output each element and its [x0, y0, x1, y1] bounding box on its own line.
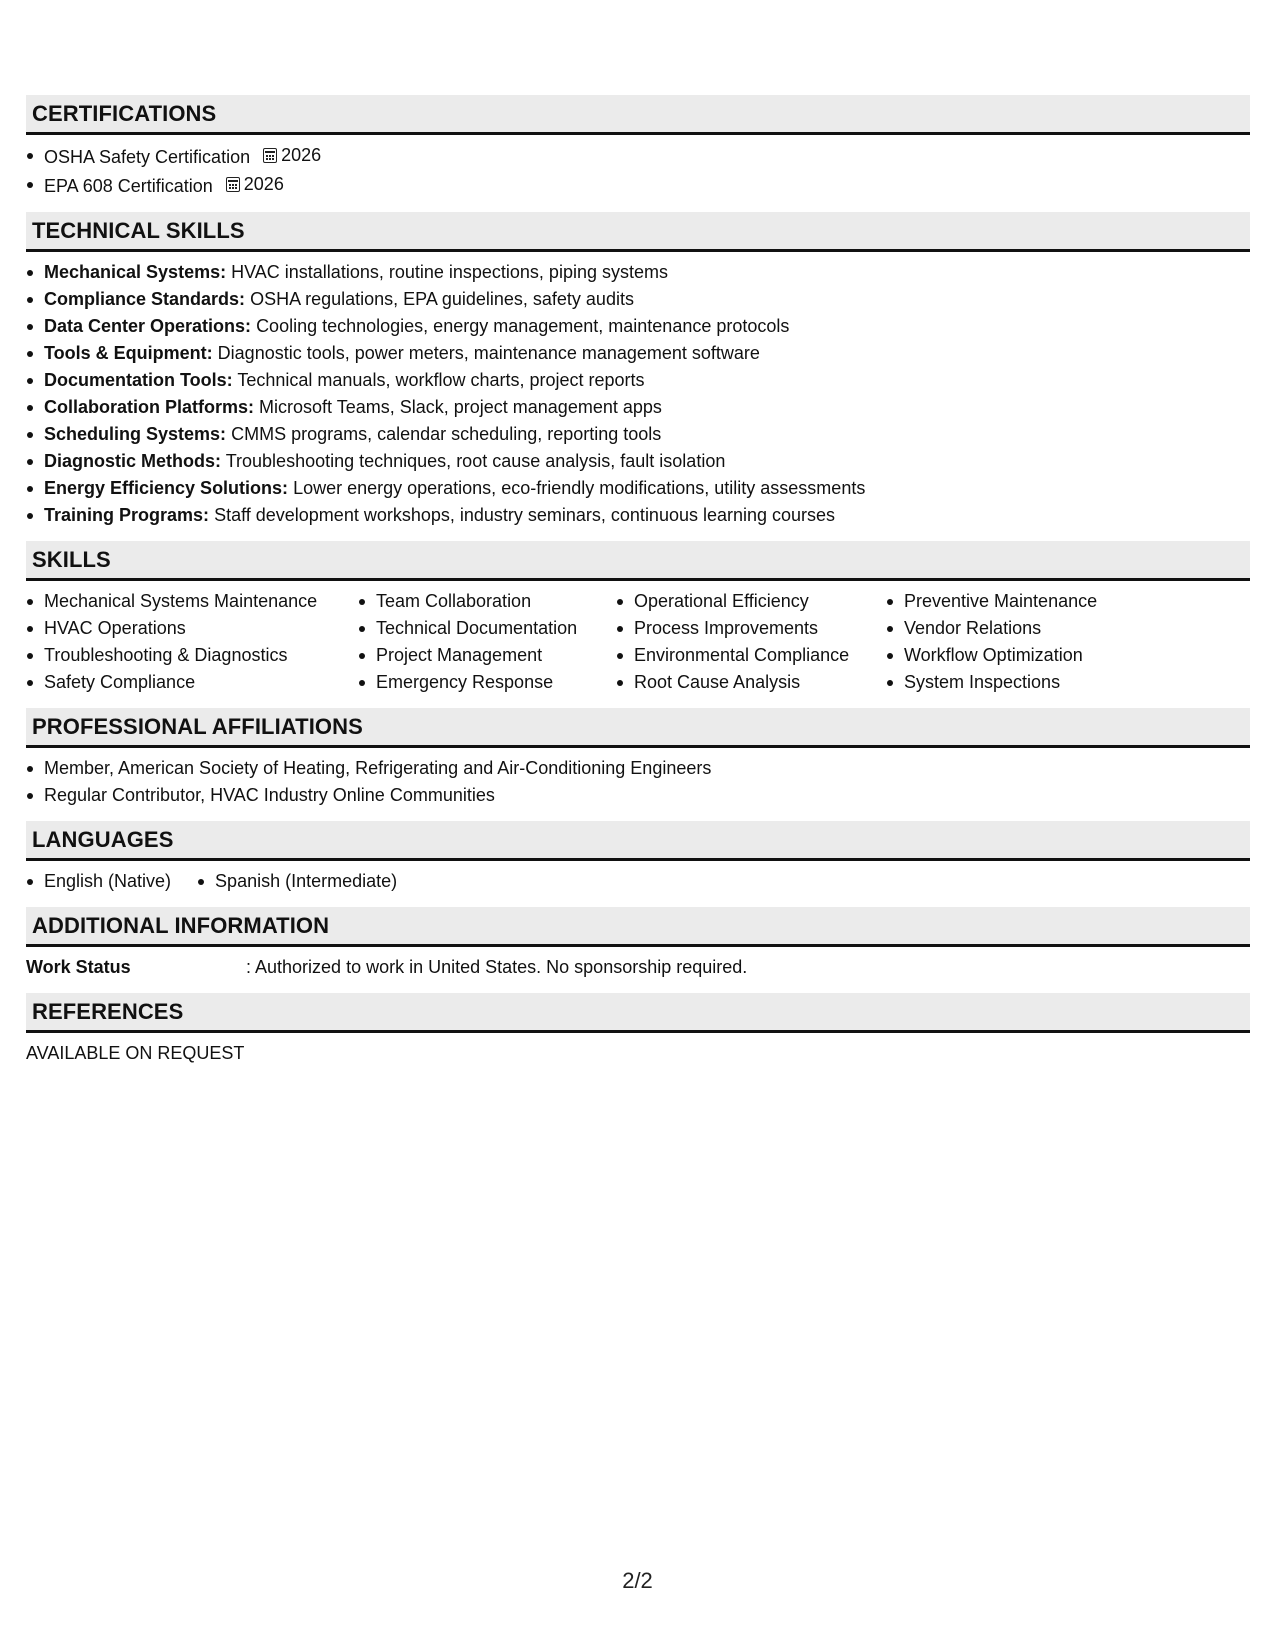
skills-grid	[26, 588, 1250, 696]
languages-list	[26, 868, 423, 895]
skills-section	[26, 541, 1250, 708]
skill-category-value: Staff development workshops, industry seminars, continuous learning courses	[214, 505, 836, 525]
list-item: Mechanical Systems Maintenance	[26, 588, 358, 615]
list-item: Process Improvements	[616, 615, 886, 642]
skill-category-value: Lower energy operations, eco-friendly modifications, utility assessments	[293, 478, 866, 498]
skills-column	[616, 588, 886, 696]
list-item: Project Management	[358, 642, 616, 669]
certification-year: 2026	[281, 145, 322, 165]
skill-category-label: Collaboration Platforms:	[44, 397, 255, 417]
list-item: Root Cause Analysis	[616, 669, 886, 696]
skills-heading: SKILLS	[26, 541, 1250, 581]
references-section	[26, 993, 1250, 1079]
list-item	[26, 340, 1250, 367]
list-item: Environmental Compliance	[616, 642, 886, 669]
additional-info-heading: ADDITIONAL INFORMATION	[26, 907, 1250, 947]
certification-name: OSHA Safety Certification	[44, 147, 251, 167]
list-item	[26, 502, 1250, 529]
list-item	[26, 367, 1250, 394]
list-item: Operational Efficiency	[616, 588, 886, 615]
certifications-section	[26, 95, 1250, 212]
list-item	[26, 171, 1250, 200]
list-item: Member, American Society of Heating, Refrigerating and Air-Conditioning Engineers	[26, 755, 1250, 782]
skill-category-value: Microsoft Teams, Slack, project management apps	[259, 397, 662, 417]
certifications-list	[26, 142, 1250, 200]
list-item: Safety Compliance	[26, 669, 358, 696]
list-item: Troubleshooting & Diagnostics	[26, 642, 358, 669]
skill-category-label: Training Programs:	[44, 505, 210, 525]
page-number: 2/2	[622, 1568, 653, 1593]
list-item: Preventive Maintenance	[886, 588, 1146, 615]
skill-category-value: Troubleshooting techniques, root cause analysis, fault isolation	[225, 451, 726, 471]
skill-category-label: Compliance Standards:	[44, 289, 246, 309]
skill-category-value: HVAC installations, routine inspections, piping systems	[231, 262, 668, 282]
references-heading: REFERENCES	[26, 993, 1250, 1033]
skill-category-label: Scheduling Systems:	[44, 424, 227, 444]
certification-name: EPA 608 Certification	[44, 176, 213, 196]
certifications-heading: CERTIFICATIONS	[26, 95, 1250, 135]
skill-category-label: Diagnostic Methods:	[44, 451, 222, 471]
skill-category-value: Technical manuals, workflow charts, project reports	[237, 370, 645, 390]
skill-category-label: Mechanical Systems:	[44, 262, 227, 282]
certification-year: 2026	[243, 174, 284, 194]
skill-category-value: Cooling technologies, energy management, maintenance protocols	[256, 316, 790, 336]
list-item	[26, 475, 1250, 502]
list-item: Workflow Optimization	[886, 642, 1146, 669]
affiliations-list	[26, 755, 1250, 809]
technical-skills-section	[26, 212, 1250, 541]
skill-category-label: Data Center Operations:	[44, 316, 252, 336]
skills-column	[886, 588, 1146, 696]
additional-info-section	[26, 907, 1250, 993]
skill-category-label: Tools & Equipment:	[44, 343, 213, 363]
languages-section	[26, 821, 1250, 907]
skills-column	[26, 588, 358, 696]
list-item: HVAC Operations	[26, 615, 358, 642]
references-text: AVAILABLE ON REQUEST	[26, 1043, 245, 1063]
technical-skills-list	[26, 259, 1250, 529]
affiliations-heading: PROFESSIONAL AFFILIATIONS	[26, 708, 1250, 748]
list-item: Spanish (Intermediate)	[197, 868, 397, 895]
list-item	[26, 313, 1250, 340]
skill-category-value: Diagnostic tools, power meters, maintenance management software	[217, 343, 760, 363]
list-item: System Inspections	[886, 669, 1146, 696]
skill-category-label: Energy Efficiency Solutions:	[44, 478, 289, 498]
skill-category-label: Documentation Tools:	[44, 370, 233, 390]
work-status-row	[26, 954, 1250, 981]
languages-heading: LANGUAGES	[26, 821, 1250, 861]
list-item: English (Native)	[26, 868, 171, 895]
list-item	[26, 142, 1250, 171]
affiliations-section	[26, 708, 1250, 821]
work-status-value: : Authorized to work in United States. No sponsorship required.	[246, 957, 748, 977]
list-item	[26, 421, 1250, 448]
skill-category-value: CMMS programs, calendar scheduling, reporting tools	[231, 424, 662, 444]
skills-column	[358, 588, 616, 696]
calendar-icon	[263, 148, 277, 163]
list-item	[26, 286, 1250, 313]
list-item: Emergency Response	[358, 669, 616, 696]
list-item: Team Collaboration	[358, 588, 616, 615]
list-item	[26, 448, 1250, 475]
list-item: Regular Contributor, HVAC Industry Online Communities	[26, 782, 1250, 809]
list-item	[26, 259, 1250, 286]
skill-category-value: OSHA regulations, EPA guidelines, safety audits	[250, 289, 634, 309]
work-status-label: Work Status	[26, 957, 131, 977]
resume-page	[26, 95, 1250, 1079]
list-item	[26, 394, 1250, 421]
list-item: Technical Documentation	[358, 615, 616, 642]
technical-skills-heading: TECHNICAL SKILLS	[26, 212, 1250, 252]
list-item: Vendor Relations	[886, 615, 1146, 642]
calendar-icon	[226, 177, 240, 192]
